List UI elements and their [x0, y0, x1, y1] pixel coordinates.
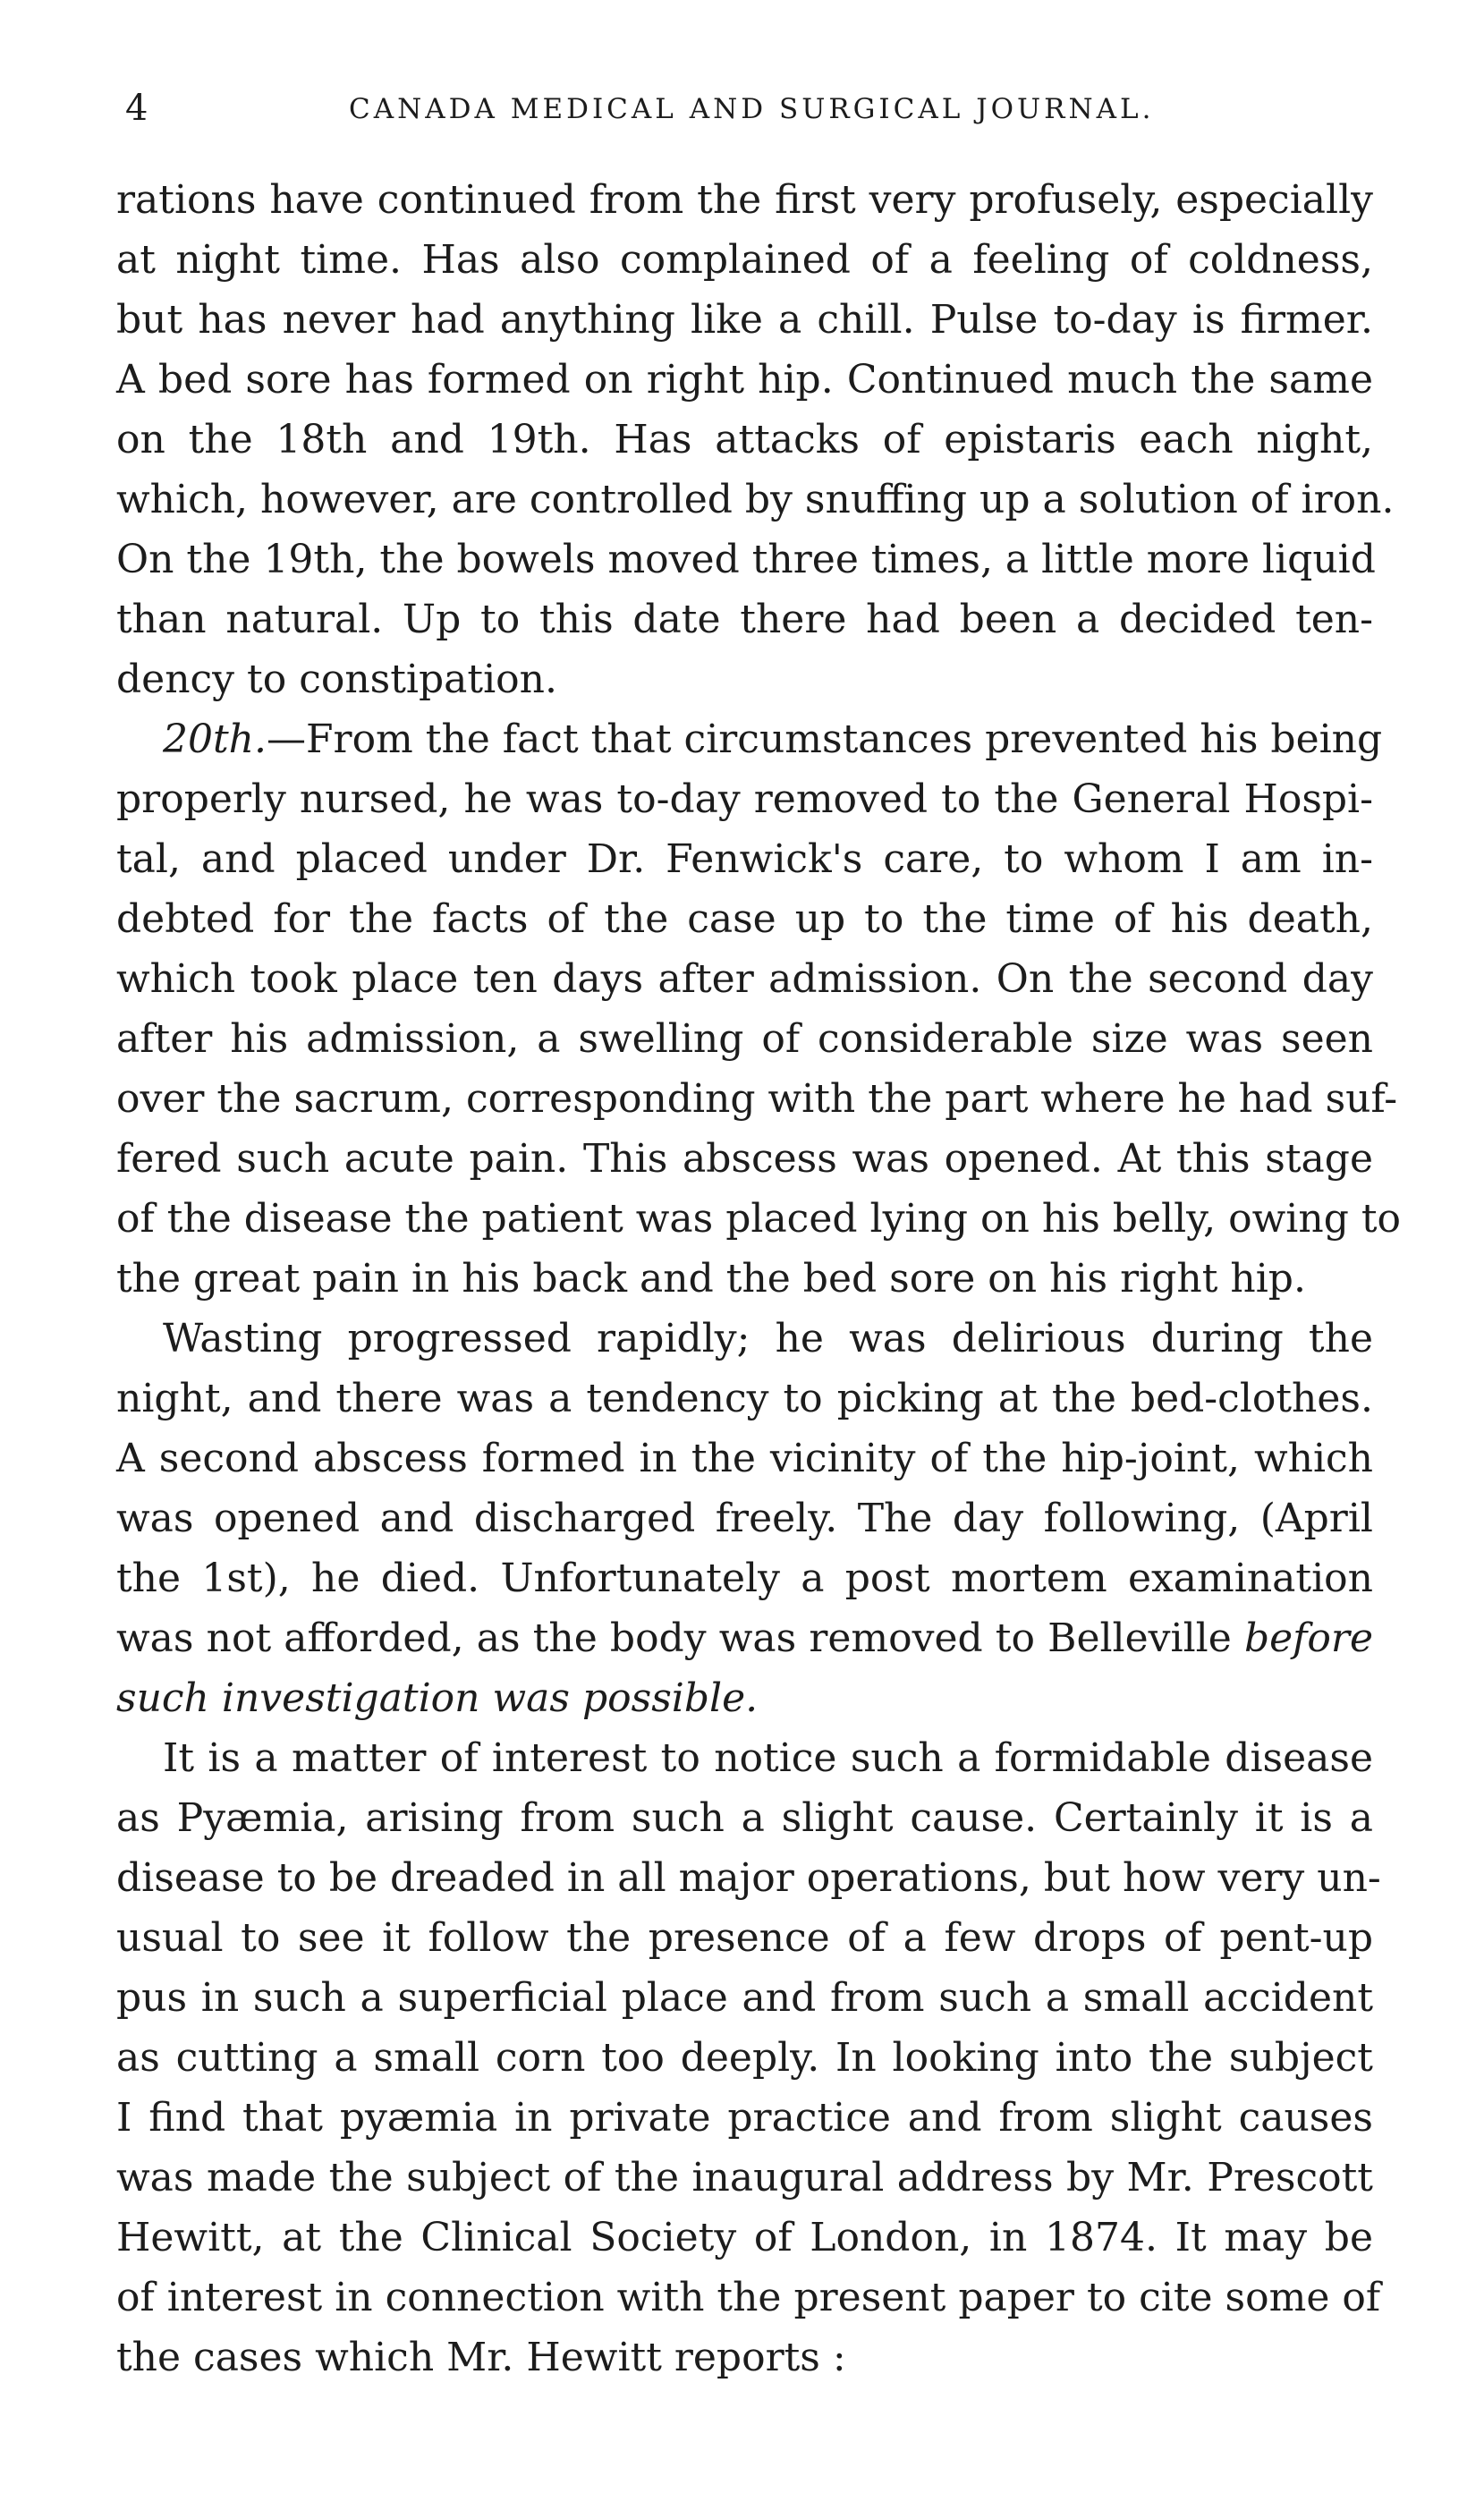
text-line: I find that pyæmia in private practice and from slight causes — [116, 2095, 1373, 2141]
text-fragment: was not afforded, as the body was removed to Belleville — [116, 1615, 1232, 1661]
text-line: as cutting a small corn too deeply. In looking into the subject — [116, 2035, 1373, 2081]
running-head: CANADA MEDICAL AND SURGICAL JOURNAL. — [349, 93, 1155, 125]
text-line: debted for the facts of the case up to the time of his death, — [116, 896, 1373, 942]
text-line: properly nursed, he was to-day removed to the General Hospi- — [116, 776, 1373, 822]
text-line: of interest in connection with the present paper to cite some of — [116, 2275, 1381, 2320]
italic-fragment: before — [1243, 1615, 1373, 1661]
text-line: pus in such a superficial place and from such a small accident — [116, 1975, 1373, 2021]
text-line — [116, 1608, 1373, 1668]
text-line: rations have continued from the first very profusely, especially — [116, 177, 1373, 223]
text-line: tal, and placed under Dr. Fenwick's care, to whom I am in- — [116, 836, 1373, 882]
text-line: after his admission, a swelling of considerable size was seen — [116, 1016, 1373, 1062]
page-number: 4 — [125, 88, 148, 129]
paragraph-3 — [116, 1309, 1373, 1728]
text-line: dency to constipation. — [116, 657, 557, 702]
text-line: at night time. Has also complained of a feeling of coldness, — [116, 237, 1373, 283]
text-line: Wasting progressed rapidly; he was delirious during the — [163, 1316, 1373, 1361]
text-line: than natural. Up to this date there had been a decided ten- — [116, 597, 1373, 642]
text-line: but has never had anything like a chill. Pulse to-day is firmer. — [116, 297, 1373, 343]
text-line: Hewitt, at the Clinical Society of London, in 1874. It may be — [116, 2215, 1373, 2260]
text-line: which took place ten days after admission. On the second day — [116, 956, 1373, 1002]
text-line: was made the subject of the inaugural address by Mr. Prescott — [116, 2155, 1373, 2200]
text-line: It is a matter of interest to notice such a formidable disease — [163, 1735, 1373, 1781]
text-line: over the sacrum, corresponding with the part where he had suf- — [116, 1076, 1398, 1122]
text-line: which, however, are controlled by snuffing up a solution of iron. — [116, 477, 1395, 522]
text-line: was opened and discharged freely. The day following, (April — [116, 1496, 1373, 1541]
text-line — [116, 709, 1383, 769]
text-line: the great pain in his back and the bed sore on his right hip. — [116, 1256, 1306, 1302]
text-line: the 1st), he died. Unfortunately a post mortem examination — [116, 1556, 1373, 1601]
text-line: such investigation was possible. — [116, 1675, 759, 1721]
text-line: On the 19th, the bowels moved three times, a little more liquid — [116, 537, 1376, 582]
text-line: as Pyæmia, arising from such a slight cause. Certainly it is a — [116, 1795, 1373, 1841]
paragraph-2 — [116, 709, 1402, 1309]
text-line: of the disease the patient was placed lying on his belly, owing to — [116, 1196, 1402, 1242]
text-line: fered such acute pain. This abscess was opened. At this stage — [116, 1136, 1373, 1182]
page-header — [116, 88, 1369, 132]
text-line: A bed sore has formed on right hip. Continued much the same — [116, 357, 1373, 403]
text-fragment: —From the fact that circumstances prevented his being — [267, 717, 1383, 762]
body-text — [116, 170, 1402, 2387]
text-line: the cases which Mr. Hewitt reports : — [116, 2335, 846, 2380]
text-line: disease to be dreaded in all major operations, but how very un- — [116, 1855, 1381, 1901]
text-line: usual to see it follow the presence of a few drops of pent-up — [116, 1915, 1373, 1961]
date-label: 20th. — [163, 717, 267, 762]
text-line: on the 18th and 19th. Has attacks of epistaris each night, — [116, 417, 1373, 462]
paragraph-1 — [116, 170, 1395, 709]
text-line: A second abscess formed in the vicinity of the hip-joint, which — [116, 1436, 1373, 1481]
text-line: night, and there was a tendency to picking at the bed-clothes. — [116, 1376, 1373, 1421]
paragraph-4 — [116, 1728, 1381, 2387]
